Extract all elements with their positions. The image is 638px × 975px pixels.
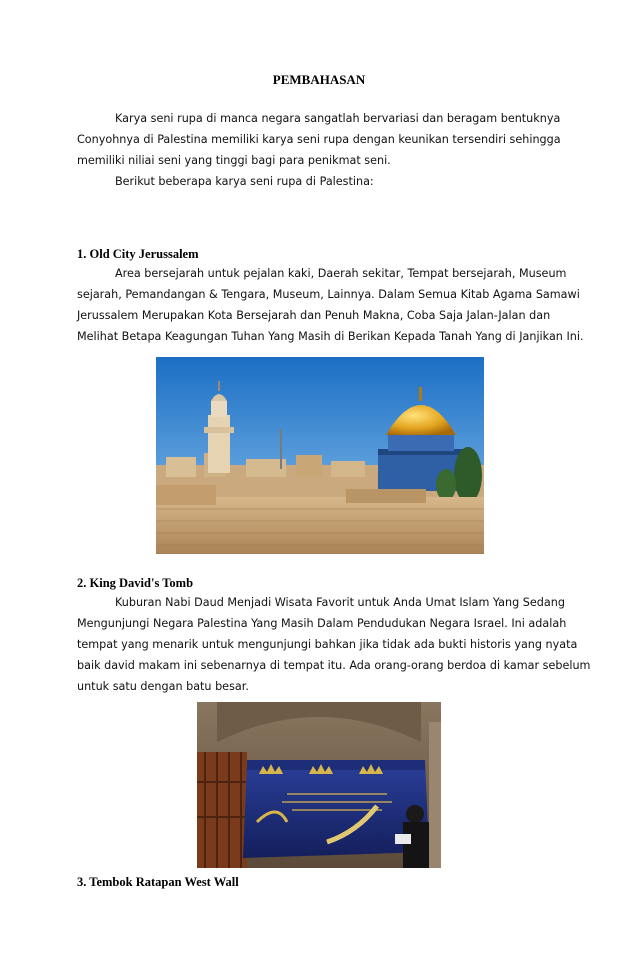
intro-line: Berikut beberapa karya seni rupa di Palestina: — [115, 175, 374, 188]
section-line: tempat yang menarik untuk mengunjungi bahkan jika tidak ada bukti historis yang nyata — [77, 638, 578, 651]
old-city-jerusalem-photo — [156, 357, 484, 554]
jerusalem-illustration — [156, 357, 484, 554]
section-line: Area bersejarah untuk pejalan kaki, Daerah sekitar, Tempat bersejarah, Museum — [115, 267, 567, 280]
section-heading-king-david: 2. King David's Tomb — [77, 576, 194, 590]
section-line: baik david makam ini sebenarnya di tempat itu. Ada orang-orang berdoa di kamar sebelum — [77, 659, 591, 672]
section-line: sejarah, Pemandangan & Tengara, Museum, Lainnya. Dalam Semua Kitab Agama Samawi — [77, 288, 580, 301]
section-line: Melihat Betapa Keagungan Tuhan Yang Masih di Berikan Kepada Tanah Yang di Janjikan Ini. — [77, 330, 584, 343]
intro-line: memiliki niliai seni yang tinggi bagi para penikmat seni. — [77, 154, 391, 167]
tomb-illustration — [197, 702, 441, 868]
intro-line: Conyohnya di Palestina memiliki karya seni rupa dengan keunikan tersendiri sehingga — [77, 133, 561, 146]
section-line: Mengunjungi Negara Palestina Yang Masih Dalam Pendudukan Negara Israel. Ini adalah — [77, 617, 567, 630]
section-line: Kuburan Nabi Daud Menjadi Wisata Favorit untuk Anda Umat Islam Yang Sedang — [115, 596, 565, 609]
section-heading-west-wall: 3. Tembok Ratapan West Wall — [77, 875, 239, 889]
page-title: PEMBAHASAN — [272, 72, 366, 87]
section-line: Jerussalem Merupakan Kota Bersejarah dan Penuh Makna, Coba Saja Jalan-Jalan dan — [77, 309, 551, 322]
intro-line: Karya seni rupa di manca negara sangatlah bervariasi dan beragam bentuknya — [115, 112, 561, 125]
king-david-tomb-photo — [197, 702, 441, 868]
section-heading-old-city: 1. Old City Jerussalem — [77, 247, 199, 261]
section-paragraph-old-city — [77, 263, 584, 347]
section-paragraph-king-david — [77, 592, 591, 697]
section-line: untuk satu dengan batu besar. — [77, 680, 249, 693]
intro-paragraph — [77, 108, 565, 192]
